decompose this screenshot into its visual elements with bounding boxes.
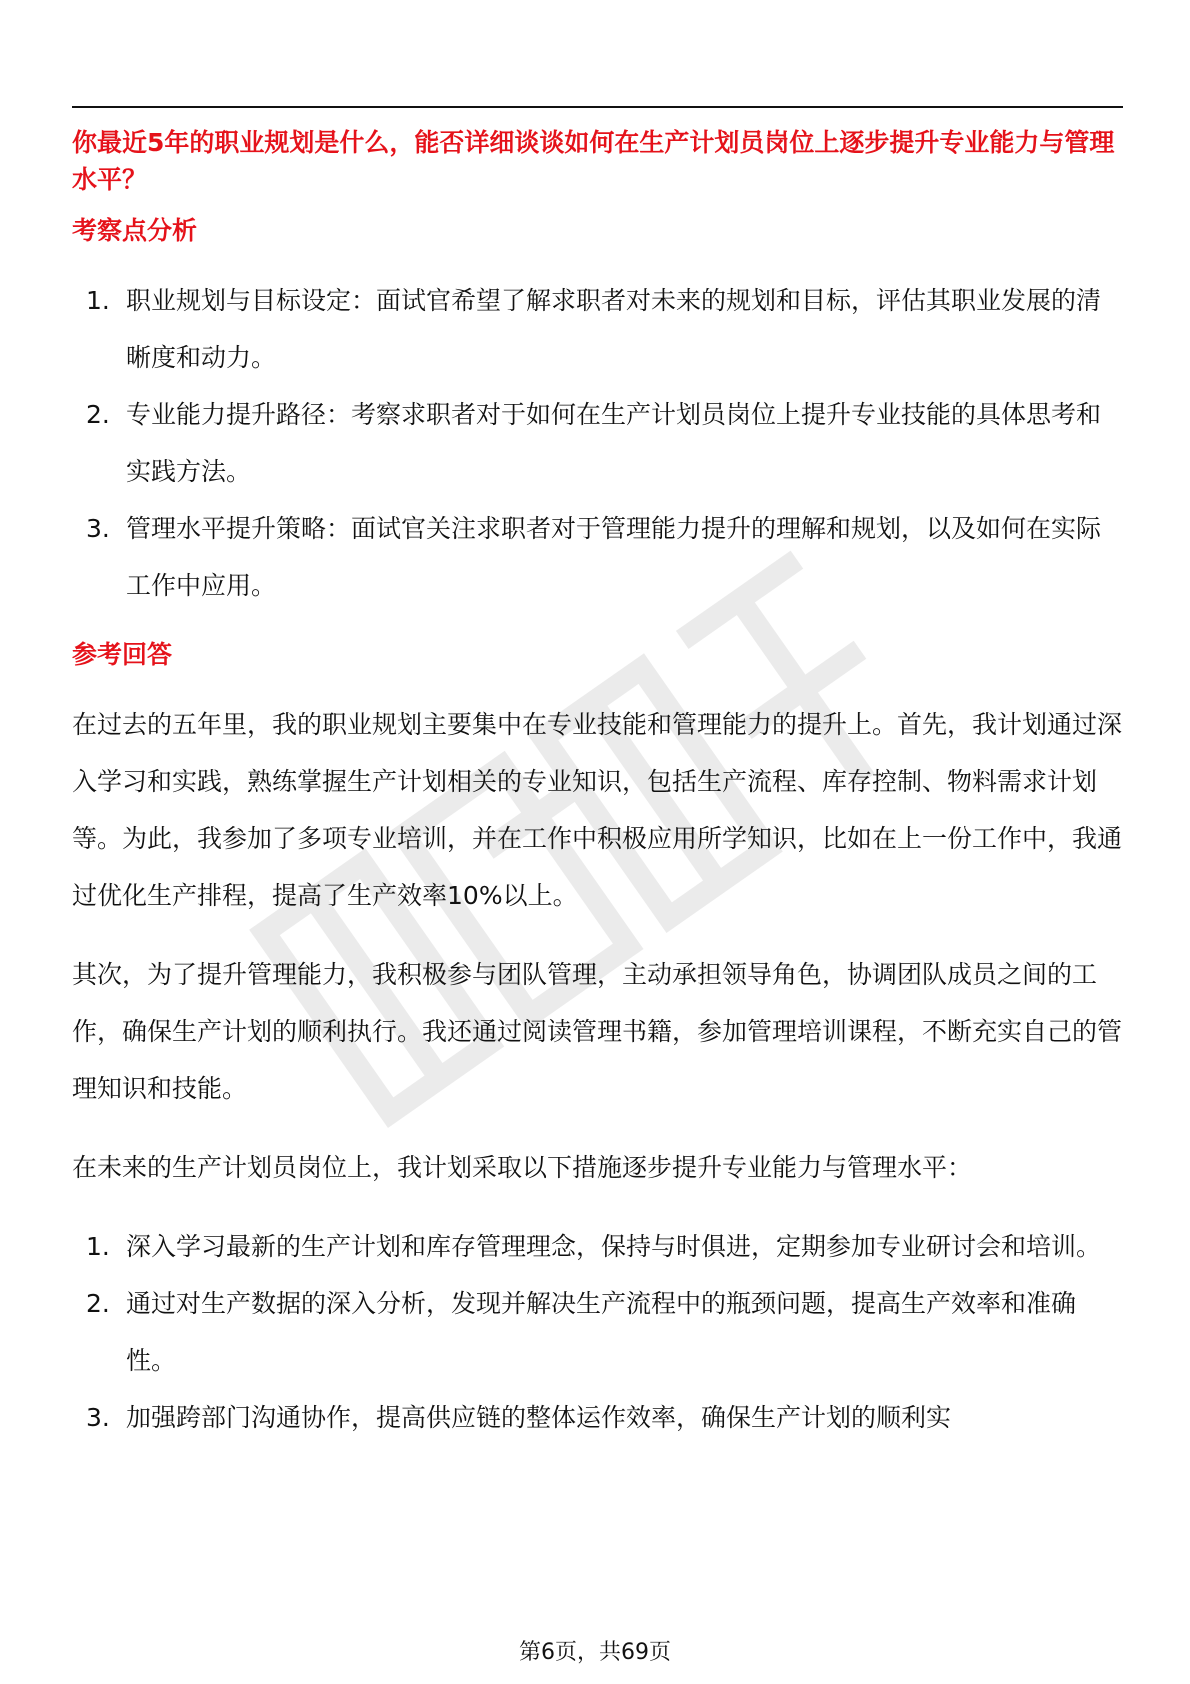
list-item — [72, 272, 1124, 386]
main-content — [72, 124, 1124, 1446]
answer-title: 参考回答 — [72, 640, 173, 669]
header-rule — [72, 106, 1123, 108]
page-footer: 第6页，共69页 — [519, 1640, 671, 1665]
list-number: 2. — [86, 1289, 110, 1318]
question-heading: 你最近5年的职业规划是什么，能否详细谈谈如何在生产计划员岗位上逐步提升专业能力与管理水平？ — [72, 128, 1115, 194]
list-item-text: 深入学习最新的生产计划和库存管理理念，保持与时俱进，定期参加专业研讨会和培训。 — [126, 1232, 1102, 1261]
list-item — [72, 1275, 1124, 1389]
list-number: 3. — [86, 514, 110, 543]
list-item — [72, 386, 1124, 500]
list-number: 2. — [86, 400, 110, 429]
answer-list — [72, 1218, 1124, 1446]
analysis-title: 考察点分析 — [72, 216, 198, 245]
answer-paragraph: 其次，为了提升管理能力，我积极参与团队管理，主动承担领导角色，协调团队成员之间的工作，确保生产计划的顺利执行。我还通过阅读管理书籍，参加管理培训课程，不断充实自己的管理知识和技能。 — [72, 960, 1123, 1103]
list-item-text: 专业能力提升路径：考察求职者对于如何在生产计划员岗位上提升专业技能的具体思考和实践方法。 — [126, 400, 1102, 486]
list-number: 3. — [86, 1403, 110, 1432]
answer-paragraph: 在过去的五年里，我的职业规划主要集中在专业技能和管理能力的提升上。首先，我计划通过深入学习和实践，熟练掌握生产计划相关的专业知识，包括生产流程、库存控制、物料需求计划等。为此，我参加了多项专业培训，并在工作中积极应用所学知识，比如在上一份工作中，我通过优化生产排程，提高了生产效率10%以上。 — [72, 710, 1123, 910]
list-item — [72, 500, 1124, 614]
list-item — [72, 1218, 1124, 1275]
list-item-text: 加强跨部门沟通协作，提高供应链的整体运作效率，确保生产计划的顺利实 — [126, 1403, 952, 1432]
analysis-list — [72, 272, 1124, 614]
list-item-text: 管理水平提升策略：面试官关注求职者对于管理能力提升的理解和规划，以及如何在实际工作中应用。 — [126, 514, 1102, 600]
list-item-text: 通过对生产数据的深入分析，发现并解决生产流程中的瓶颈问题，提高生产效率和准确性。 — [126, 1289, 1077, 1375]
list-item — [72, 1389, 1124, 1446]
list-number: 1. — [86, 1232, 110, 1261]
list-number: 1. — [86, 286, 110, 315]
answer-paragraph: 在未来的生产计划员岗位上，我计划采取以下措施逐步提升专业能力与管理水平： — [72, 1153, 973, 1182]
list-item-text: 职业规划与目标设定：面试官希望了解求职者对未来的规划和目标，评估其职业发展的清晰度和动力。 — [126, 286, 1102, 372]
